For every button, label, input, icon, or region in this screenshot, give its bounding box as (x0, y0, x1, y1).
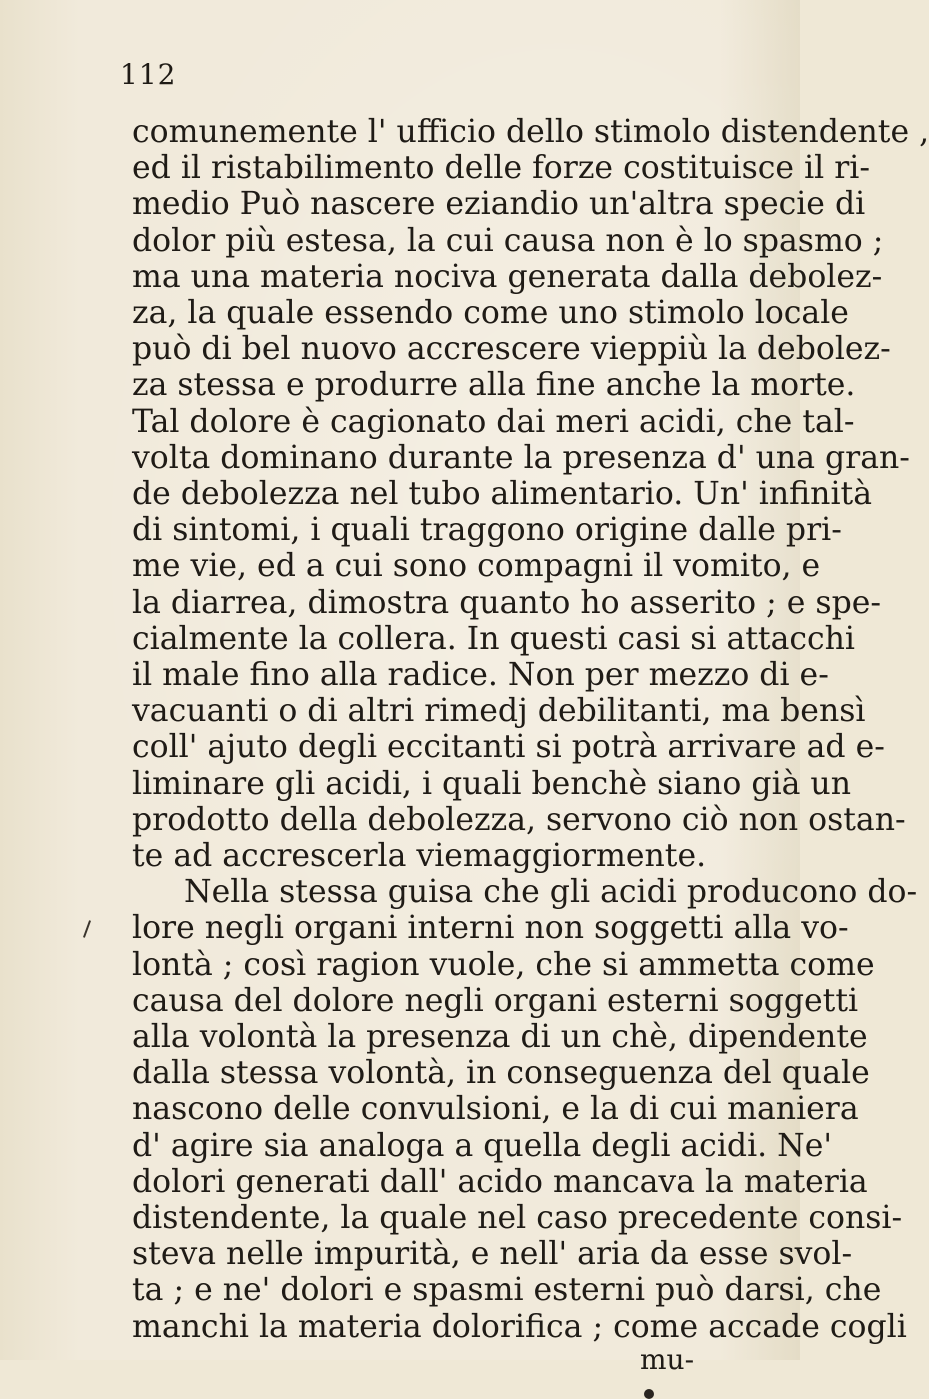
text-line: lore negli organi interni non soggetti alla vo- (132, 910, 849, 947)
text-line: può di bel nuovo accrescere vieppiù la debolez- (132, 331, 891, 368)
text-line: manchi la materia dolorifica ; come accade cogli (132, 1308, 907, 1345)
text-line: ed il ristabilimento delle forze costituisce il ri- (132, 150, 871, 187)
text-line: coll' ajuto degli eccitanti si potrà arrivare ad e- (132, 729, 885, 766)
text-line: za stessa e produrre alla fine anche la morte. (132, 367, 856, 404)
text-line: dolori generati dall' acido mancava la materia (132, 1163, 868, 1200)
text-line: volta dominano durante la presenza d' una gran- (132, 439, 910, 476)
text-line: medio Può nascere eziandio un'altra specie di (132, 186, 866, 223)
text-line: Tal dolore è cagionato dai meri acidi, che tal- (132, 403, 855, 440)
margin-mark (83, 920, 91, 938)
text-line: d' agire sia analoga a quella degli acidi. Ne' (132, 1127, 833, 1164)
text-line: distendente, la quale nel caso precedente consi- (132, 1200, 903, 1236)
text-line: ta ; e ne' dolori e spasmi esterni può darsi, che (132, 1272, 882, 1309)
text-line: de debolezza nel tubo alimentario. Un' infinità (132, 476, 872, 512)
text-line: steva nelle impurità, e nell' aria da esse svol- (132, 1236, 853, 1273)
text-line: liminare gli acidi, i quali benchè siano già un (132, 765, 852, 802)
text-line: alla volontà la presenza di un chè, dipendente (132, 1019, 868, 1055)
text-line: dalla stessa volontà, in conseguenza del quale (132, 1055, 870, 1092)
paragraph-start-line: Nella stessa guisa che gli acidi producono do- (184, 874, 918, 911)
text-line: il male fino alla radice. Non per mezzo di e- (132, 657, 829, 693)
catchword: mu- (640, 1342, 695, 1376)
text-line: la diarrea, dimostra quanto ho asserito ; e spe- (132, 584, 882, 621)
text-line: za, la quale essendo come uno stimolo locale (132, 295, 849, 331)
text-line: causa del dolore negli organi esterni soggetti (132, 982, 859, 1019)
text-line: prodotto della debolezza, servono ciò non ostan- (132, 801, 906, 838)
text-line: te ad accrescerla viemaggiormente. (132, 838, 707, 874)
text-line: lontà ; così ragion vuole, che si ammetta come (132, 946, 875, 983)
text-line: nascono delle convulsioni, e la di cui maniera (132, 1091, 859, 1128)
text-line: dolor più estesa, la cui causa non è lo spasmo ; (132, 222, 884, 259)
text-line: di sintomi, i quali traggono origine dalle pri- (132, 512, 842, 549)
text-line: comunemente l' ufficio dello stimolo distendente , (132, 114, 929, 150)
text-line: ma una materia nociva generata dalla debolez- (132, 258, 883, 295)
text-line: vacuanti o di altri rimedj debilitanti, ma bensì (132, 693, 866, 730)
page-number: 112 (120, 58, 177, 91)
ink-dot (644, 1389, 654, 1399)
text-line: cialmente la collera. In questi casi si attacchi (132, 620, 856, 657)
text-line: me vie, ed a cui sono compagni il vomito, e (132, 548, 821, 585)
